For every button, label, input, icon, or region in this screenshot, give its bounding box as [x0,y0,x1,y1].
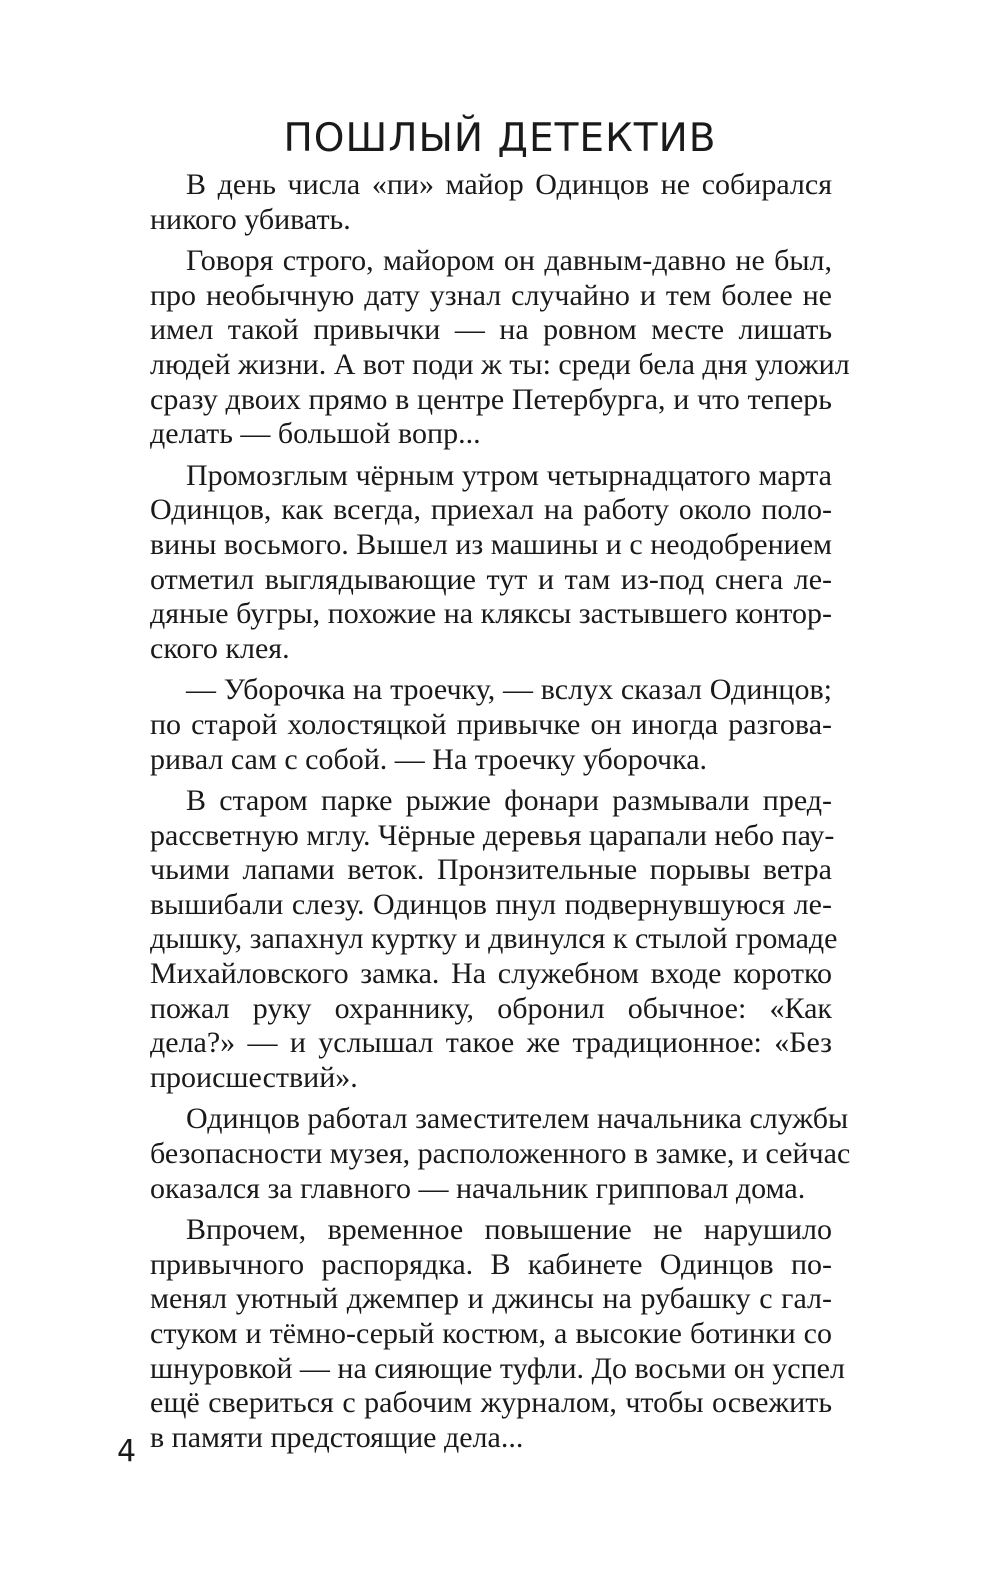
paragraph [150,244,850,452]
paragraph [150,673,832,777]
paragraph [150,784,838,1095]
text-line: дышку, запахнул куртку и двинулся к стылой громаде [150,922,838,956]
text-line: дяные бугры, похожие на кляксы застывшего контор- [150,597,832,631]
paragraph [150,1102,851,1206]
chapter-title: ПОШЛЫЙ ДЕТЕКТИВ [283,116,717,161]
text-line: людей жизни. А вот поди ж ты: среди бела дня уложил [150,347,850,381]
text-line: никого убивать. [150,202,351,236]
text-line: вины восьмого. Вышел из машины и с неодобрением [150,527,832,561]
text-line: В старом парке рыжие фонари размывали пред- [186,784,832,818]
text-line: ского клея. [150,631,290,665]
text-line: безопасности музея, расположенного в замке, и сейчас [150,1137,851,1171]
text-line: Одинцов работал заместителем начальника службы [186,1102,849,1136]
text-line: пожал руку охраннику, обронил обычное: «Как [150,991,832,1025]
text-line: происшествий». [150,1060,358,1094]
text-line: ривал сам с собой. — На троечку уборочка. [150,742,708,776]
text-line: менял уютный джемпер и джинсы на рубашку с гал- [150,1282,832,1316]
text-line: делать — большой вопр... [150,417,481,451]
text-line: привычного распорядка. В кабинете Одинцов по- [150,1247,832,1281]
text-line: отметил выглядывающие тут и там из-под снега ле- [150,562,832,596]
body-text [150,168,851,1462]
text-line: про необычную дату узнал случайно и тем более не [150,278,832,312]
paragraph [150,459,832,667]
text-line: Промозглым чёрным утром четырнадцатого марта [186,458,832,492]
text-line: имел такой привычки — на ровном месте лишать [150,313,832,347]
text-line: Михайловского замка. На служебном входе коротко [150,957,832,991]
text-line: дела?» — и услышал такое же традиционное: «Без [150,1026,832,1060]
text-line: оказался за главного — начальник грипповал дома. [150,1171,806,1205]
text-line: Одинцов, как всегда, приехал на работу около поло- [150,493,832,527]
text-line: Говоря строго, майором он давным-давно не был, [186,244,832,278]
text-line: сразу двоих прямо в центре Петербурга, и что теперь [150,382,832,416]
paragraph [150,1213,845,1455]
text-line: рассветную мглу. Чёрные деревья царапали небо пау- [150,818,835,852]
paragraph [150,168,832,237]
text-line: по старой холостяцкой привычке он иногда разгова- [150,707,832,741]
page-number: 4 [117,1434,137,1469]
text-line: чьими лапами веток. Пронзительные порывы ветра [150,853,832,887]
text-line: В день числа «пи» майор Одинцов не собирался [186,168,832,201]
text-line: ещё свериться с рабочим журналом, чтобы освежить [150,1386,832,1420]
text-line: вышибали слезу. Одинцов пнул подвернувшуюся ле- [150,887,832,921]
text-line: Впрочем, временное повышение не нарушило [186,1213,832,1247]
text-line: — Уборочка на троечку, — вслух сказал Одинцов; [186,673,832,707]
text-line: шнуровкой — на сияющие туфли. До восьми он успел [150,1351,845,1385]
text-line: в памяти предстоящие дела... [150,1420,524,1454]
text-line: стуком и тёмно-серый костюм, а высокие ботинки со [150,1317,832,1350]
